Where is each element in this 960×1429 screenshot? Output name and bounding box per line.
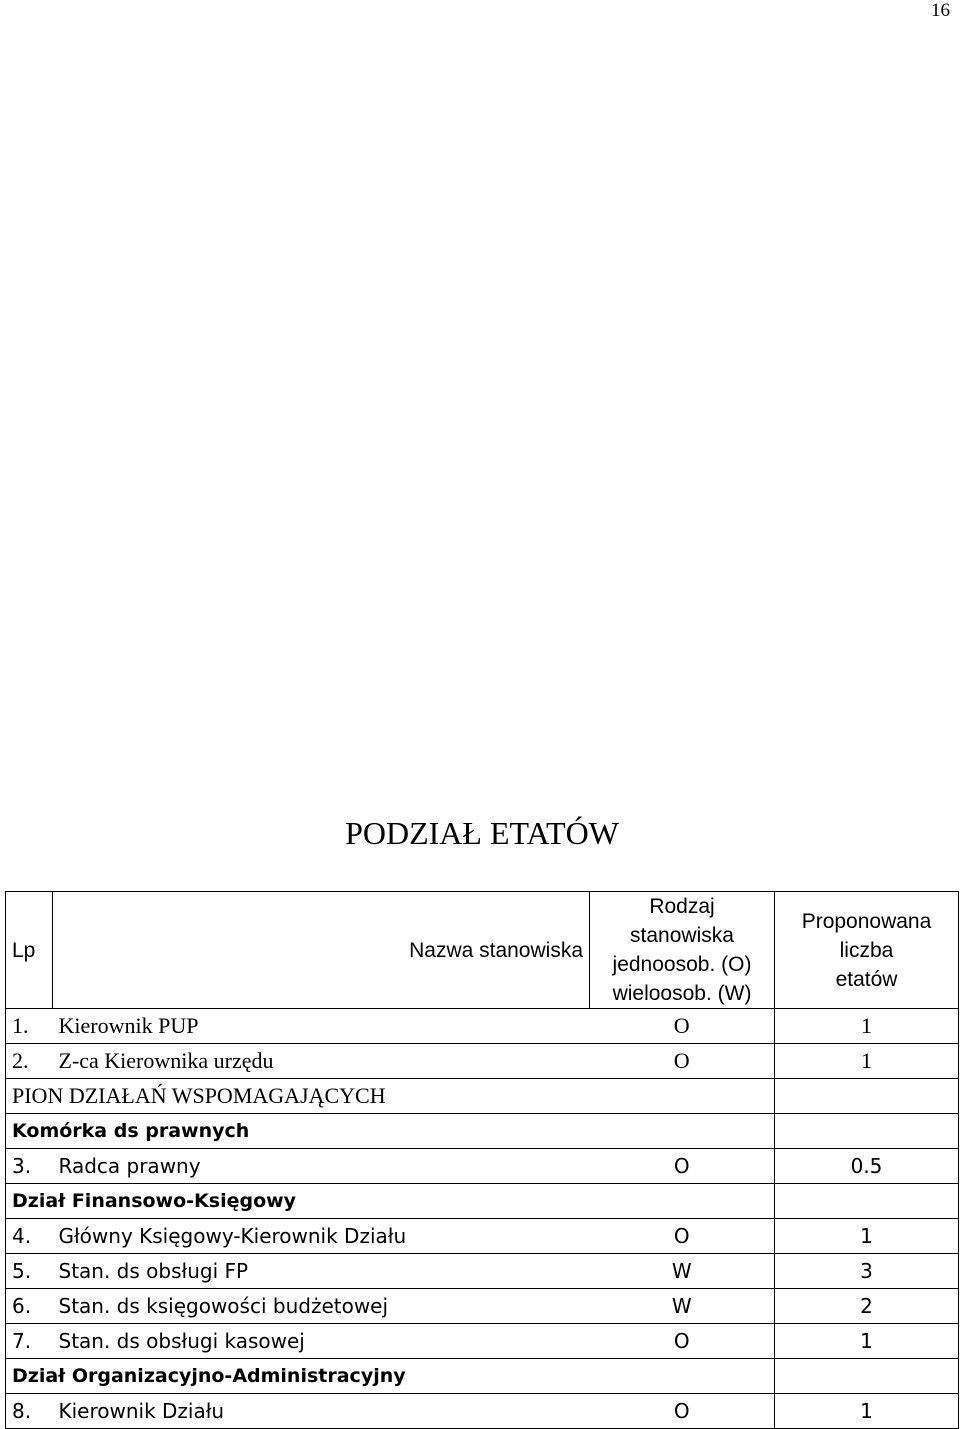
position-name: Kierownik PUP [53,1009,590,1044]
row-number: 4. [6,1219,53,1254]
table-row [6,1394,959,1429]
table-row [6,1324,959,1359]
header-type-line: wieloosob. (W) [612,982,752,1005]
position-type: O [590,1149,775,1184]
header-type-line: stanowiska [630,924,734,947]
position-name: Kierownik Działu [53,1394,590,1429]
row-number: 8. [6,1394,53,1429]
position-type: O [590,1009,775,1044]
row-number: 7. [6,1324,53,1359]
header-count-line: etatów [835,967,898,991]
row-number: 6. [6,1289,53,1324]
header-position-type [590,892,775,1009]
proposed-count: 1 [775,1009,959,1044]
table-row [6,1149,959,1184]
row-number: 2. [6,1044,53,1079]
table-row [6,1044,959,1079]
section-row [6,1184,959,1219]
staffing-table [5,891,959,1429]
header-count-line: liczba [839,938,894,962]
document-title: PODZIAŁ ETATÓW [345,815,619,851]
table-row [6,1009,959,1044]
table-row [6,1289,959,1324]
proposed-count: 3 [775,1254,959,1289]
section-count-cell [775,1079,959,1114]
position-name: Stan. ds księgowości budżetowej [53,1289,590,1324]
section-count-cell [775,1359,959,1394]
position-name: Stan. ds obsługi FP [53,1254,590,1289]
page-number: 16 [931,0,950,21]
section-row [6,1114,959,1149]
header-type-line: Rodzaj [649,895,715,918]
section-label: Dział Finansowo-Księgowy [6,1184,775,1219]
row-number: 1. [6,1009,53,1044]
position-name: Główny Księgowy-Kierownik Działu [53,1219,590,1254]
proposed-count: 1 [775,1394,959,1429]
section-label: Dział Organizacyjno-Administracyjny [6,1359,775,1394]
position-name: Stan. ds obsługi kasowej [53,1324,590,1359]
section-label: PION DZIAŁAŃ WSPOMAGAJĄCYCH [6,1079,775,1114]
header-count-line: Proponowana [801,909,932,933]
section-count-cell [775,1114,959,1149]
position-type: O [590,1394,775,1429]
proposed-count: 1 [775,1219,959,1254]
proposed-count: 2 [775,1289,959,1324]
section-label: Komórka ds prawnych [6,1114,775,1149]
header-type-line: jednoosob. (O) [612,953,752,976]
row-number: 3. [6,1149,53,1184]
position-type: O [590,1044,775,1079]
position-type: O [590,1324,775,1359]
table-row [6,1254,959,1289]
header-proposed-count [775,892,959,1009]
proposed-count: 1 [775,1324,959,1359]
table-body [6,1009,959,1429]
position-type: W [590,1254,775,1289]
section-row [6,1359,959,1394]
position-name: Z-ca Kierownika urzędu [53,1044,590,1079]
position-name: Radca prawny [53,1149,590,1184]
section-row [6,1079,959,1114]
proposed-count: 1 [775,1044,959,1079]
row-number: 5. [6,1254,53,1289]
table-header-row [6,892,959,1009]
header-lp: Lp [6,892,53,1009]
position-type: O [590,1219,775,1254]
header-position-name: Nazwa stanowiska [53,892,590,1009]
table-row [6,1219,959,1254]
position-type: W [590,1289,775,1324]
section-count-cell [775,1184,959,1219]
proposed-count: 0.5 [775,1149,959,1184]
